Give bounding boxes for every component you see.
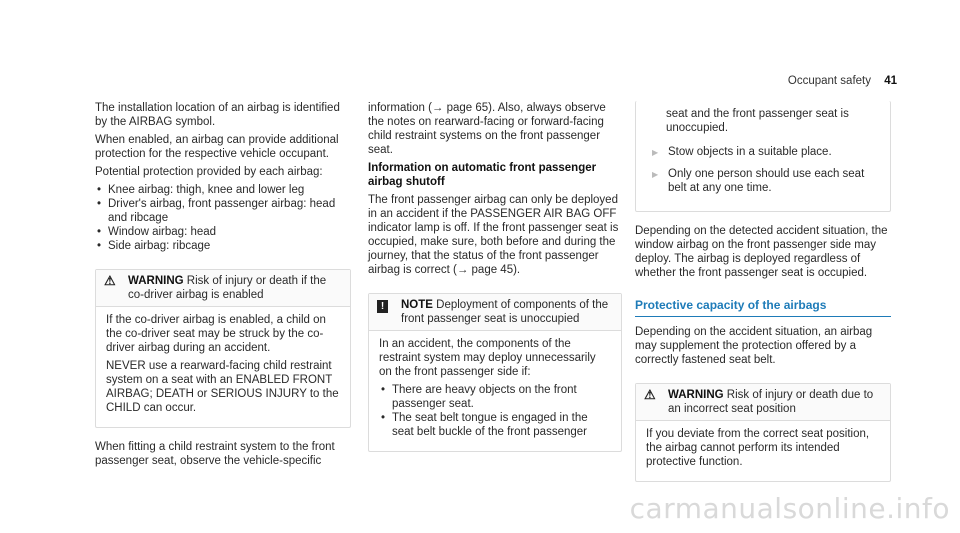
paragraph: Depending on the accident situation, an airbag may supplement the protection offered by a correctly fastened seat belt. bbox=[635, 326, 873, 366]
warning-body bbox=[636, 421, 890, 481]
warning-title: Risk of injury or death if the co-driver airbag is enabled bbox=[128, 275, 327, 301]
paragraph: information (→ page 65). Also, always observe the notes on rearward-facing or forward-facing child restraint systems on the front passenger seat. bbox=[368, 102, 606, 156]
warning-header bbox=[636, 384, 890, 421]
note-box bbox=[368, 293, 622, 452]
paragraph: seat and the front passenger seat is unoccupied. bbox=[666, 108, 849, 134]
section-title: Occupant safety bbox=[787, 75, 871, 87]
note-label: NOTE bbox=[401, 299, 433, 311]
paragraph: NEVER use a rearward-facing child restraint system on a seat with an ENABLED FRONT AIRBAG; DEATH or SERIOUS INJURY to the CHILD can occur. bbox=[106, 360, 339, 414]
list-item: • There are heavy objects on the front passenger seat. bbox=[379, 383, 611, 411]
action-steps bbox=[646, 145, 880, 195]
paragraph: In an accident, the components of the restraint system may deploy unnecessarily on the front passenger side if: bbox=[379, 338, 596, 378]
column-2 bbox=[368, 101, 622, 452]
note-box-continued bbox=[635, 101, 891, 212]
page-number: 41 bbox=[884, 75, 897, 87]
paragraph: Potential protection provided by each airbag: bbox=[95, 166, 323, 178]
list-item: • Window airbag: head bbox=[95, 225, 351, 239]
subheading: Information on automatic front passenger airbag shutoff bbox=[368, 162, 597, 188]
note-body-continued bbox=[636, 101, 890, 211]
page-header bbox=[788, 75, 897, 87]
list-item: • The seat belt tongue is engaged in the seat belt buckle of the front passenger bbox=[379, 411, 611, 439]
paragraph: The front passenger airbag can only be deployed in an accident if the PASSENGER AIR BAG OFF indicator lamp is off. If the front passenger seat is occupied, make sure, both before and during the journey, that the status of the front passenger airbag is correct (→ page 45). bbox=[368, 194, 619, 276]
step-item: ▶ Only one person should use each seat belt at any one time. bbox=[646, 167, 880, 195]
airbag-protection-list bbox=[95, 183, 351, 253]
section-heading: Protective capacity of the airbags bbox=[635, 298, 891, 317]
list-item: • Knee airbag: thigh, knee and lower leg bbox=[95, 183, 351, 197]
note-header bbox=[369, 294, 621, 331]
warning-box bbox=[635, 383, 891, 482]
warning-title: Risk of injury or death due to an incorrect seat position bbox=[668, 389, 874, 415]
paragraph: The installation location of an airbag is identified by the AIRBAG symbol. bbox=[95, 102, 340, 128]
watermark: carmanualsonline.info bbox=[629, 492, 950, 525]
warning-body bbox=[96, 307, 350, 427]
warning-triangle-icon: ⚠ bbox=[104, 273, 116, 288]
warning-header bbox=[96, 270, 350, 307]
list-item: • Side airbag: ribcage bbox=[95, 239, 351, 253]
step-item: ▶ Stow objects in a suitable place. bbox=[646, 145, 880, 159]
warning-triangle-icon: ⚠ bbox=[644, 387, 656, 402]
paragraph: When fitting a child restraint system to the front passenger seat, observe the vehicle-specific bbox=[95, 441, 335, 467]
warning-label: WARNING bbox=[668, 389, 724, 401]
paragraph: Depending on the detected accident situation, the window airbag on the front passenger side may deploy. The airbag is deployed regardless of whether the front passenger seat is occupied. bbox=[635, 225, 888, 279]
paragraph: If the co-driver airbag is enabled, a child on the co-driver seat may be struck by the co-driver airbag during an accident. bbox=[106, 314, 326, 354]
note-body bbox=[369, 331, 621, 451]
column-3 bbox=[635, 101, 891, 482]
column-1 bbox=[95, 101, 351, 472]
note-list bbox=[379, 383, 611, 439]
paragraph: If you deviate from the correct seat position, the airbag cannot perform its intended protective function. bbox=[646, 428, 870, 468]
note-title: Deployment of components of the front passenger seat is unoccupied bbox=[401, 299, 609, 325]
warning-box bbox=[95, 269, 351, 428]
list-item: • Driver's airbag, front passenger airbag: head and ribcage bbox=[95, 197, 351, 225]
warning-label: WARNING bbox=[128, 275, 184, 287]
exclamation-icon: ! bbox=[377, 298, 388, 313]
paragraph: When enabled, an airbag can provide additional protection for the respective vehicle occupant. bbox=[95, 134, 339, 160]
